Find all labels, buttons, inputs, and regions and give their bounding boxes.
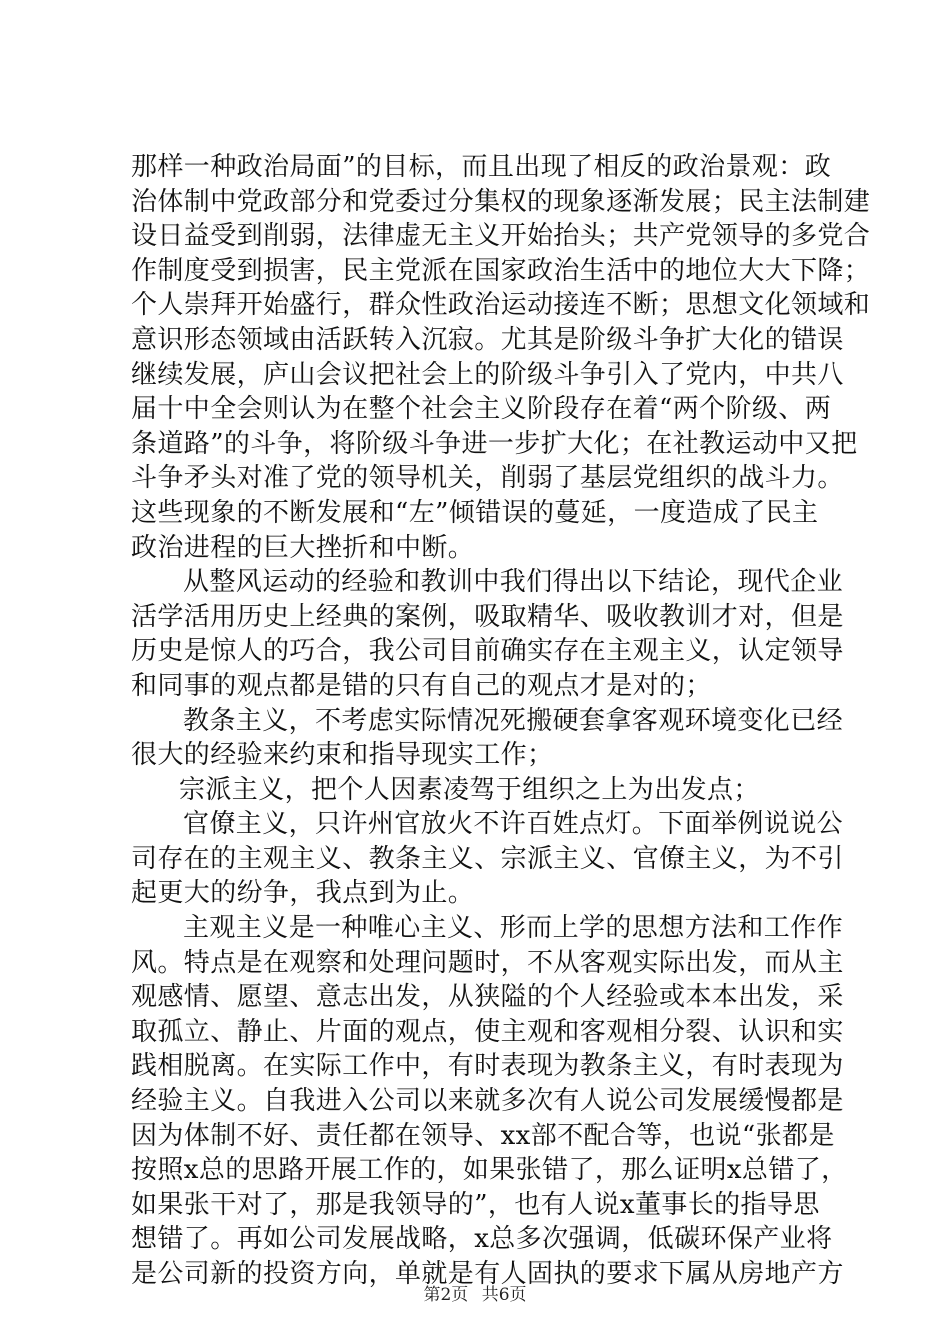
text-line: 起更大的纷争，我点到为止。 — [131, 878, 475, 909]
paragraph-start-line: 官僚主义，只许州官放火不许百姓点灯。下面举例说说公 — [183, 809, 844, 840]
text-line: 意识形态领域由活跃转入沉寂。尤其是阶级斗争扩大化的错误 — [131, 324, 844, 355]
text-line: 践相脱离。在实际工作中，有时表现为教条主义，有时表现为 — [131, 1051, 844, 1082]
text-line: 个人崇拜开始盛行，群众性政治运动接连不断；思想文化领域和 — [131, 290, 871, 321]
text-line: 那样一种政治局面”的目标，而且出现了相反的政治景观：政 — [131, 152, 832, 182]
text-line: 是公司新的投资方向，单就是有人固执的要求下属从房地产方 — [131, 1259, 844, 1289]
document-body — [131, 150, 871, 1292]
text-line: 很大的经验来约束和指导现实工作； — [131, 740, 554, 771]
text-line: 因为体制不好、责任都在领导、xx部不配合等，也说“张都是 — [131, 1120, 835, 1151]
text-line: 想错了。再如公司发展战略，x总多次强调，低碳环保产业将 — [131, 1224, 833, 1255]
text-line: 条道路”的斗争，将阶级斗争进一步扩大化；在社教运动中又把 — [131, 428, 858, 459]
text-line: 取孤立、静止、片面的观点，使主观和客观相分裂、认识和实 — [131, 1016, 844, 1047]
text-line: 这些现象的不断发展和“左”倾错误的蔓延，一度造成了民主 — [131, 497, 819, 528]
text-line: 和同事的观点都是错的只有自己的观点才是对的； — [131, 670, 712, 701]
text-line: 作制度受到损害，民主党派在国家政治生活中的地位大大下降； — [131, 255, 871, 286]
paragraph-start-line: 主观主义是一种唯心主义、形而上学的思想方法和工作作 — [183, 913, 844, 944]
page-footer — [0, 1280, 950, 1305]
text-line: 如果张干对了，那是我领导的”，也有人说x董事长的指导思 — [131, 1189, 820, 1220]
text-line: 届十中全会则认为在整个社会主义阶段存在着“两个阶级、两 — [131, 394, 832, 425]
text-line: 经验主义。自我进入公司以来就多次有人说公司发展缓慢都是 — [131, 1086, 844, 1117]
paragraph-start-line: 宗派主义，把个人因素凌驾于组织之上为出发点； — [179, 774, 760, 805]
text-line: 风。特点是在观察和处理问题时，不从客观实际出发，而从主 — [131, 947, 844, 978]
page-number: 第2页 — [423, 1285, 469, 1305]
page-total: 共6页 — [481, 1285, 527, 1305]
text-line: 历史是惊人的巧合，我公司目前确实存在主观主义，认定领导 — [131, 636, 844, 667]
text-line: 政治进程的巨大挫折和中断。 — [131, 532, 475, 563]
text-line: 按照x总的思路开展工作的，如果张错了，那么证明x总错了， — [131, 1155, 848, 1186]
paragraph-start-line: 从整风运动的经验和教训中我们得出以下结论，现代企业 — [183, 567, 844, 598]
paragraph-start-line: 教条主义，不考虑实际情况死搬硬套拿客观环境变化已经 — [183, 705, 844, 736]
text-line: 司存在的主观主义、教条主义、宗派主义、官僚主义，为不引 — [131, 843, 844, 874]
text-line: 设日益受到削弱，法律虚无主义开始抬头；共产党领导的多党合 — [131, 221, 871, 252]
text-line: 斗争矛头对准了党的领导机关，削弱了基层党组织的战斗力。 — [131, 463, 844, 494]
text-line: 继续发展，庐山会议把社会上的阶级斗争引入了党内，中共八 — [131, 359, 844, 390]
text-line: 活学活用历史上经典的案例，吸取精华、吸收教训才对，但是 — [131, 601, 844, 632]
text-line: 治体制中党政部分和党委过分集权的现象逐渐发展；民主法制建 — [131, 186, 871, 217]
text-line: 观感情、愿望、意志出发，从狭隘的个人经验或本本出发，采 — [131, 982, 844, 1013]
